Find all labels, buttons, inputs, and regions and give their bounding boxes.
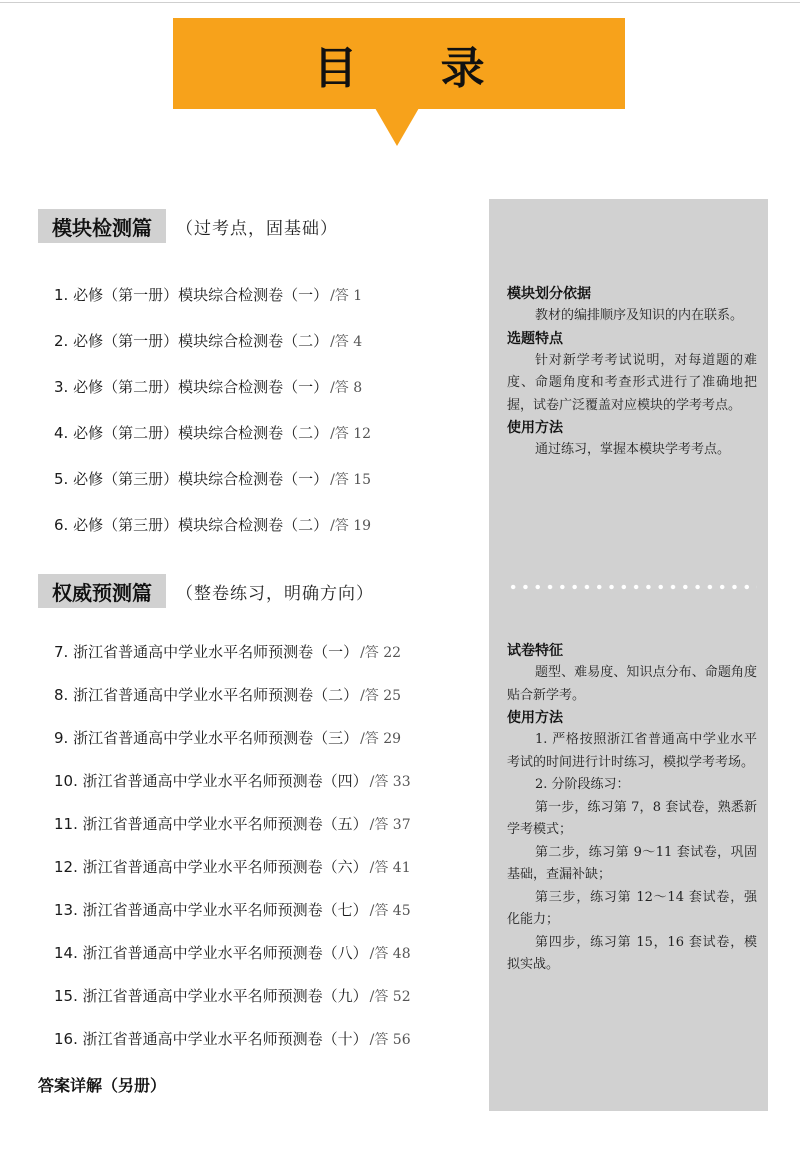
sidebar-text: 2. 分阶段练习： [535, 777, 630, 792]
toc-item-title: 1. 必修（第一册）模块综合检测卷（一） [54, 286, 329, 304]
sidebar-text: 题型、难易度、知识点分布、命题角度贴合新学考。 [507, 665, 757, 703]
sidebar-text: 第四步，练习第 15，16 套试卷，模拟实战。 [507, 934, 757, 972]
toc-item-title: 16. 浙江省普通高中学业水平名师预测卷（十） [54, 1030, 368, 1048]
toc-item[interactable] [54, 329, 371, 352]
sidebar-text: 教材的编排顺序及知识的内在联系。 [535, 308, 744, 323]
sidebar-heading: 使用方法 [507, 710, 563, 726]
toc-item-page: /答 15 [330, 471, 372, 488]
toc-item[interactable] [54, 467, 371, 490]
toc-item-page: /答 48 [369, 945, 411, 962]
toc-item-page: /答 25 [360, 687, 402, 704]
sidebar-text: 针对新学考考试说明，对每道题的难度、命题角度和考查形式进行了准确地把握，试卷广泛覆盖对应模块的学考考点。 [507, 352, 757, 413]
toc-item-title: 5. 必修（第三册）模块综合检测卷（一） [54, 470, 329, 488]
section-subtitle: （过考点，固基础） [176, 218, 338, 239]
section-header-prediction [38, 574, 374, 608]
toc-item-page: /答 1 [330, 287, 363, 304]
toc-item[interactable] [54, 726, 411, 749]
toc-item-title: 2. 必修（第一册）模块综合检测卷（二） [54, 332, 329, 350]
sidebar-text: 1. 严格按照浙江省普通高中学业水平考试的时间进行计时练习，模拟学考考场。 [507, 732, 757, 770]
toc-item-page: /答 29 [360, 730, 402, 747]
toc-item-page: /答 33 [369, 773, 411, 790]
page-title: 目 录 [313, 42, 519, 94]
answer-note: 答案详解（另册） [38, 1076, 167, 1095]
toc-item[interactable] [54, 812, 411, 835]
toc-item-title: 8. 浙江省普通高中学业水平名师预测卷（二） [54, 686, 359, 704]
toc-item-page: /答 37 [369, 816, 411, 833]
sidebar-text: 第一步，练习第 7，8 套试卷，熟悉新学考模式； [507, 799, 757, 837]
toc-item-title: 11. 浙江省普通高中学业水平名师预测卷（五） [54, 815, 368, 833]
toc-item-page: /答 12 [330, 425, 372, 442]
toc-item[interactable] [54, 1027, 411, 1050]
toc-item-title: 12. 浙江省普通高中学业水平名师预测卷（六） [54, 858, 368, 876]
toc-item-title: 9. 浙江省普通高中学业水平名师预测卷（三） [54, 729, 359, 747]
toc-item[interactable] [54, 375, 371, 398]
sidebar-text: 第三步，练习第 12～14 套试卷，强化能力； [507, 889, 757, 927]
toc-item[interactable] [54, 898, 411, 921]
section-subtitle: （整卷练习，明确方向） [176, 583, 374, 604]
dotted-divider [507, 584, 757, 590]
sidebar-heading: 选题特点 [507, 330, 563, 347]
toc-item-page: /答 41 [369, 859, 411, 876]
toc-item-title: 3. 必修（第二册）模块综合检测卷（一） [54, 378, 329, 396]
toc-item[interactable] [54, 941, 411, 964]
sidebar-heading: 使用方法 [507, 420, 563, 436]
toc-item[interactable] [54, 640, 411, 663]
toc-item[interactable] [54, 683, 411, 706]
toc-item-page: /答 19 [330, 517, 372, 534]
toc-item[interactable] [54, 769, 411, 792]
toc-item-page: /答 45 [369, 902, 411, 919]
sidebar-heading: 试卷特征 [507, 643, 563, 659]
top-rule [0, 2, 800, 3]
toc-item[interactable] [54, 984, 411, 1007]
title-banner [173, 18, 625, 109]
toc-item[interactable] [54, 513, 371, 536]
section-label: 权威预测篇 [38, 574, 166, 608]
sidebar-heading: 模块划分依据 [507, 286, 591, 302]
toc-item-title: 10. 浙江省普通高中学业水平名师预测卷（四） [54, 772, 368, 790]
toc-item[interactable] [54, 855, 411, 878]
section-label: 模块检测篇 [38, 209, 166, 243]
toc-item[interactable] [54, 283, 371, 306]
toc-item-title: 15. 浙江省普通高中学业水平名师预测卷（九） [54, 987, 368, 1005]
sidebar-block-prediction [507, 640, 757, 977]
toc-item-title: 14. 浙江省普通高中学业水平名师预测卷（八） [54, 944, 368, 962]
toc-item-page: /答 56 [369, 1031, 411, 1048]
toc-list-module-test [54, 283, 371, 536]
sidebar-text: 通过练习，掌握本模块学考考点。 [535, 442, 731, 457]
toc-list-prediction [54, 640, 411, 1050]
sidebar-text: 第二步，练习第 9～11 套试卷，巩固基础，查漏补缺； [507, 844, 757, 882]
toc-item-title: 13. 浙江省普通高中学业水平名师预测卷（七） [54, 901, 368, 919]
toc-item-title: 7. 浙江省普通高中学业水平名师预测卷（一） [54, 643, 359, 661]
sidebar-block-module [507, 283, 757, 462]
toc-item[interactable] [54, 421, 371, 444]
toc-item-title: 6. 必修（第三册）模块综合检测卷（二） [54, 516, 329, 534]
toc-item-page: /答 8 [330, 379, 363, 396]
section-header-module-test [38, 209, 338, 243]
toc-item-page: /答 52 [369, 988, 411, 1005]
toc-item-page: /答 4 [330, 333, 363, 350]
toc-item-page: /答 22 [360, 644, 402, 661]
toc-item-title: 4. 必修（第二册）模块综合检测卷（二） [54, 424, 329, 442]
title-pointer-arrow [375, 108, 419, 146]
